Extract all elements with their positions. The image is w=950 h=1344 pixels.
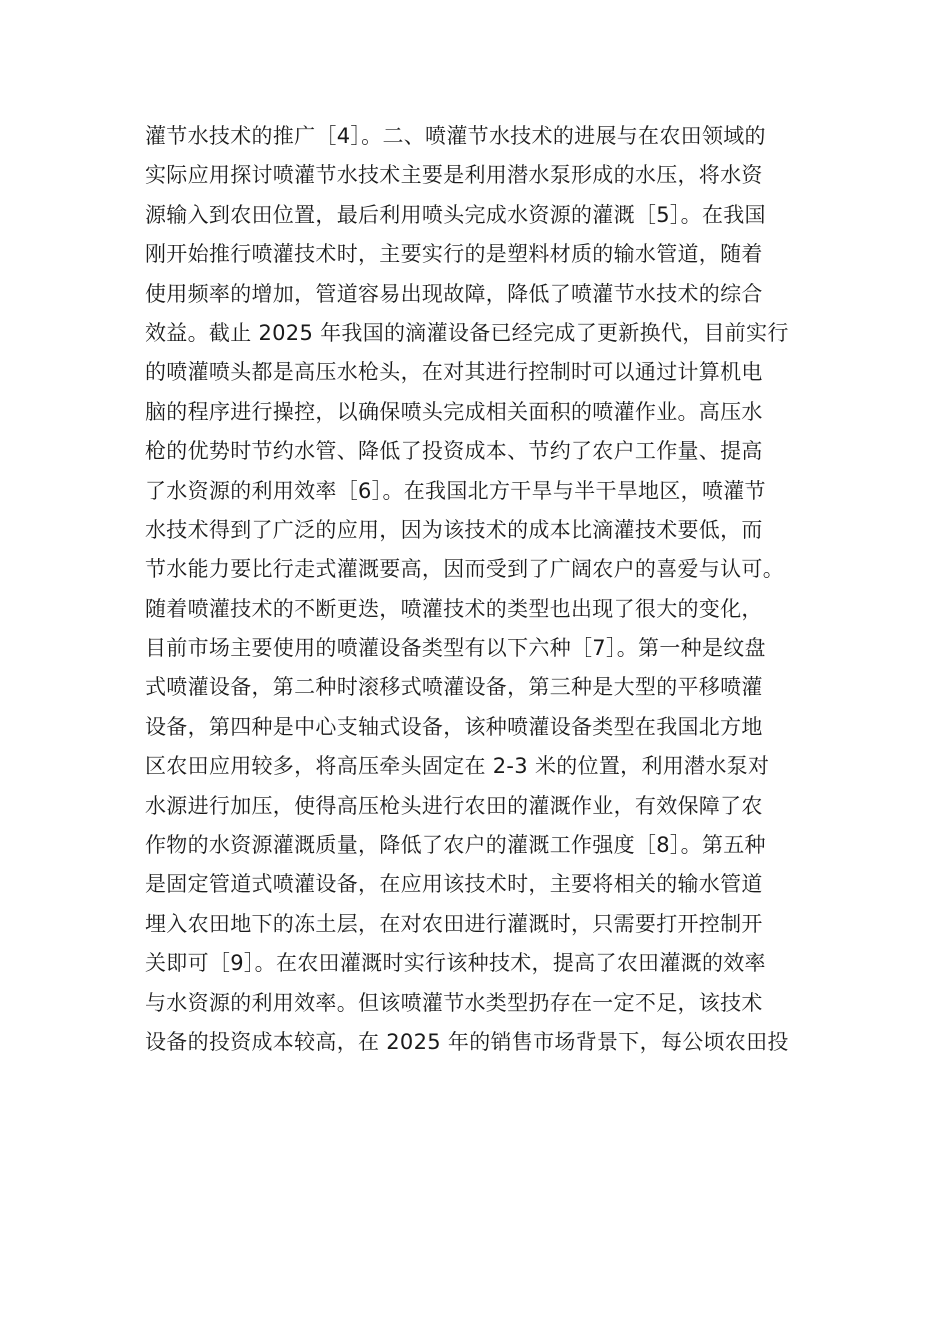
text-line: 设备的投资成本较高，在 2025 年的销售市场背景下，每公顷农田投 xyxy=(145,1029,789,1054)
text-line: 是固定管道式喷灌设备，在应用该技术时，主要将相关的输水管道 xyxy=(145,872,763,897)
text-line: 目前市场主要使用的喷灌设备类型有以下六种［7］。第一种是纹盘 xyxy=(145,636,766,661)
text-line: 源输入到农田位置，最后利用喷头完成水资源的灌溉［5］。在我国 xyxy=(145,202,766,227)
text-line: 使用频率的增加，管道容易出现故障，降低了喷灌节水技术的综合 xyxy=(145,281,763,306)
text-line: 灌节水技术的推广［4］。二、喷灌节水技术的进展与在农田领域的 xyxy=(145,124,766,148)
text-line: 作物的水资源灌溉质量，降低了农户的灌溉工作强度［8］。第五种 xyxy=(145,833,766,858)
text-line: 节水能力要比行走式灌溉要高，因而受到了广阔农户的喜爱与认可。 xyxy=(145,557,784,582)
text-line: 实际应用探讨喷灌节水技术主要是利用潜水泵形成的水压，将水资 xyxy=(145,163,763,188)
text-line: 区农田应用较多，将高压牵头固定在 2-3 米的位置，利用潜水泵对 xyxy=(145,754,770,779)
text-line: 枪的优势时节约水管、降低了投资成本、节约了农户工作量、提高 xyxy=(145,439,763,464)
text-line: 设备，第四种是中心支轴式设备，该种喷灌设备类型在我国北方地 xyxy=(145,714,763,739)
text-line: 水技术得到了广泛的应用，因为该技术的成本比滴灌技术要低，而 xyxy=(145,517,763,542)
text-line: 式喷灌设备，第二种时滚移式喷灌设备，第三种是大型的平移喷灌 xyxy=(145,675,763,700)
text-line: 了水资源的利用效率［6］。在我国北方干旱与半干旱地区，喷灌节 xyxy=(145,478,766,503)
text-line: 与水资源的利用效率。但该喷灌节水类型扔存在一定不足，该技术 xyxy=(145,990,763,1015)
text-line: 随着喷灌技术的不断更迭，喷灌技术的类型也出现了很大的变化， xyxy=(145,596,763,621)
text-line: 的喷灌喷头都是高压水枪头，在对其进行控制时可以通过计算机电 xyxy=(145,360,763,385)
text-line: 脑的程序进行操控，以确保喷头完成相关面积的喷灌作业。高压水 xyxy=(145,399,763,424)
text-line: 关即可［9］。在农田灌溉时实行该种技术，提高了农田灌溉的效率 xyxy=(145,951,766,976)
text-line: 刚开始推行喷灌技术时，主要实行的是塑料材质的输水管道，随着 xyxy=(145,242,763,267)
body-text xyxy=(145,117,845,1062)
text-line: 效益。截止 2025 年我国的滴灌设备已经完成了更新换代，目前实行 xyxy=(145,320,789,345)
text-line: 水源进行加压，使得高压枪头进行农田的灌溉作业，有效保障了农 xyxy=(145,793,763,818)
text-line: 埋入农田地下的冻土层，在对农田进行灌溉时，只需要打开控制开 xyxy=(145,911,763,936)
